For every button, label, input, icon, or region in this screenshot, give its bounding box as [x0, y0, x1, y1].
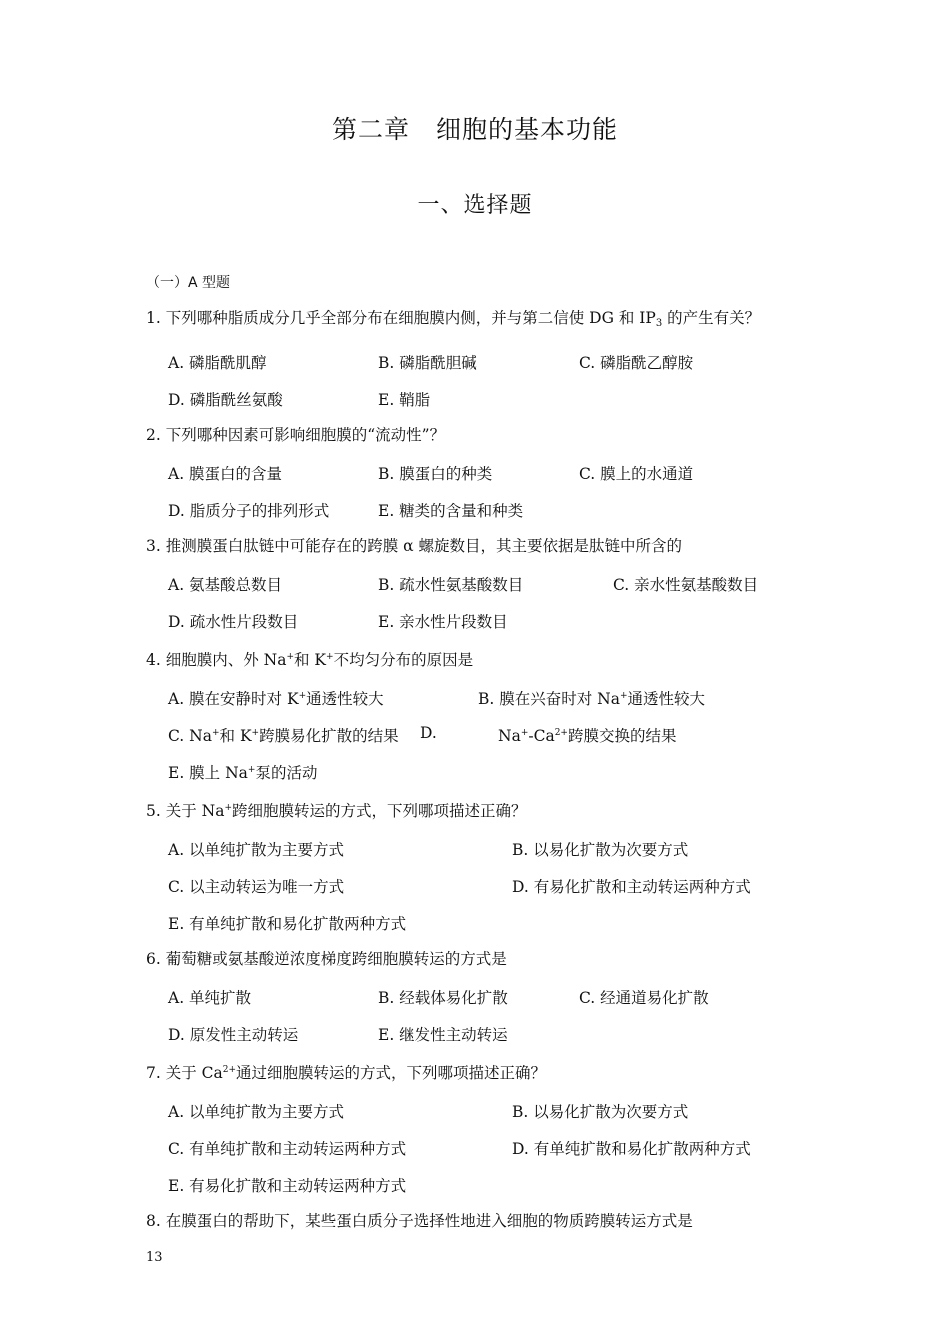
q4-option-d: $Na^+-Ca^{2+}$跨膜交换的结果	[498, 727, 677, 745]
q7-option-e: E. 有易化扩散和主动转运两种方式	[168, 1177, 407, 1195]
question-5: 5. 关于 Na+跨细胞膜转运的方式，下列哪项描述正确？	[146, 802, 527, 820]
q2-option-d: D. 脂质分子的排列形式	[168, 502, 330, 520]
section-title: 一、选择题	[417, 193, 533, 218]
q5-option-c: C. 以主动转运为唯一方式	[168, 878, 345, 896]
q6-option-c: C. 经通道易化扩散	[579, 989, 709, 1007]
q1-option-d: D. 磷脂酰丝氨酸	[168, 391, 283, 409]
question-5-options-row-3	[146, 912, 826, 932]
question-6-options-row-2	[146, 1023, 826, 1043]
question-7: 7. 关于 $Ca^{2+}$通过细胞膜转运的方式，下列哪项描述正确？	[146, 1064, 547, 1082]
q3-option-d: D. 疏水性片段数目	[168, 613, 299, 631]
q7-option-c: C. 有单纯扩散和主动转运两种方式	[168, 1140, 407, 1158]
question-2-options-row-2	[146, 499, 826, 519]
question-2: 2. 下列哪种因素可影响细胞膜的“流动性”？	[146, 426, 446, 444]
q1-option-c: C. 磷脂酰乙醇胺	[579, 354, 694, 372]
q7-option-d: D. 有单纯扩散和易化扩散两种方式	[512, 1140, 751, 1158]
q1-option-a: A. 磷脂酰肌醇	[168, 354, 267, 372]
q1-option-e: E. 鞘脂	[378, 391, 431, 409]
q6-option-a: A. 单纯扩散	[168, 989, 252, 1007]
question-5-options-row-1	[146, 838, 826, 858]
q4-option-e: E. 膜上 Na+泵的活动	[168, 764, 318, 782]
question-7-options-row-2	[146, 1137, 826, 1157]
q3-option-c: C. 亲水性氨基酸数目	[613, 576, 759, 594]
q3-option-b: B. 疏水性氨基酸数目	[378, 576, 524, 594]
q3-option-a: A. 氨基酸总数目	[168, 576, 283, 594]
q6-option-e: E. 继发性主动转运	[378, 1026, 508, 1044]
question-7-options-row-3	[146, 1174, 826, 1194]
q4-option-b: B. 膜在兴奋时对 Na+通透性较大	[478, 690, 706, 708]
page-number: 13	[146, 1250, 163, 1265]
question-4-options-row-2	[146, 724, 826, 744]
question-6: 6. 葡萄糖或氨基酸逆浓度梯度跨细胞膜转运的方式是	[146, 950, 507, 968]
question-4-options-row-1	[146, 687, 826, 707]
q2-option-c: C. 膜上的水通道	[579, 465, 694, 483]
q6-option-b: B. 经载体易化扩散	[378, 989, 508, 1007]
q6-option-d: D. 原发性主动转运	[168, 1026, 299, 1044]
q4-option-c: C. Na+和 K+跨膜易化扩散的结果	[168, 727, 399, 745]
question-5-options-row-2	[146, 875, 826, 895]
question-7-options-row-1	[146, 1100, 826, 1120]
q5-option-a: A. 以单纯扩散为主要方式	[168, 841, 345, 859]
question-6-options-row-1	[146, 986, 826, 1006]
question-list	[146, 308, 826, 1248]
question-2-options-row-1	[146, 462, 826, 482]
q7-option-b: B. 以易化扩散为次要方式	[512, 1103, 689, 1121]
q2-option-a: A. 膜蛋白的含量	[168, 465, 283, 483]
question-3: 3. 推测膜蛋白肽链中可能存在的跨膜 α 螺旋数目，其主要依据是肽链中所含的	[146, 537, 683, 555]
question-4: 4. 细胞膜内、外 Na+和 K+不均匀分布的原因是	[146, 651, 474, 669]
q2-option-e: E. 糖类的含量和种类	[378, 502, 524, 520]
question-3-options-row-2	[146, 610, 826, 630]
q5-option-e: E. 有单纯扩散和易化扩散两种方式	[168, 915, 407, 933]
q4-option-a: A. 膜在安静时对 K+通透性较大	[168, 690, 384, 708]
question-4-options-row-3	[146, 761, 826, 781]
q2-option-b: B. 膜蛋白的种类	[378, 465, 493, 483]
q4-option-d-label: D.	[420, 724, 437, 742]
question-8: 8. 在膜蛋白的帮助下，某些蛋白质分子选择性地进入细胞的物质跨膜转运方式是	[146, 1212, 693, 1230]
q5-option-d: D. 有易化扩散和主动转运两种方式	[512, 878, 751, 896]
question-1: 1. 下列哪种脂质成分几乎全部分布在细胞膜内侧，并与第二信使 DG 和 $IP_3$ 的产生有关？	[146, 309, 761, 329]
q1-option-b: B. 磷脂酰胆碱	[378, 354, 477, 372]
subsection-title: （一）A 型题	[146, 275, 231, 291]
question-1-options-row-1	[146, 351, 826, 371]
q5-option-b: B. 以易化扩散为次要方式	[512, 841, 689, 859]
question-3-options-row-1	[146, 573, 826, 593]
q7-option-a: A. 以单纯扩散为主要方式	[168, 1103, 345, 1121]
chapter-title: 第二章 细胞的基本功能	[331, 115, 618, 144]
question-1-options-row-2	[146, 388, 826, 408]
q3-option-e: E. 亲水性片段数目	[378, 613, 508, 631]
